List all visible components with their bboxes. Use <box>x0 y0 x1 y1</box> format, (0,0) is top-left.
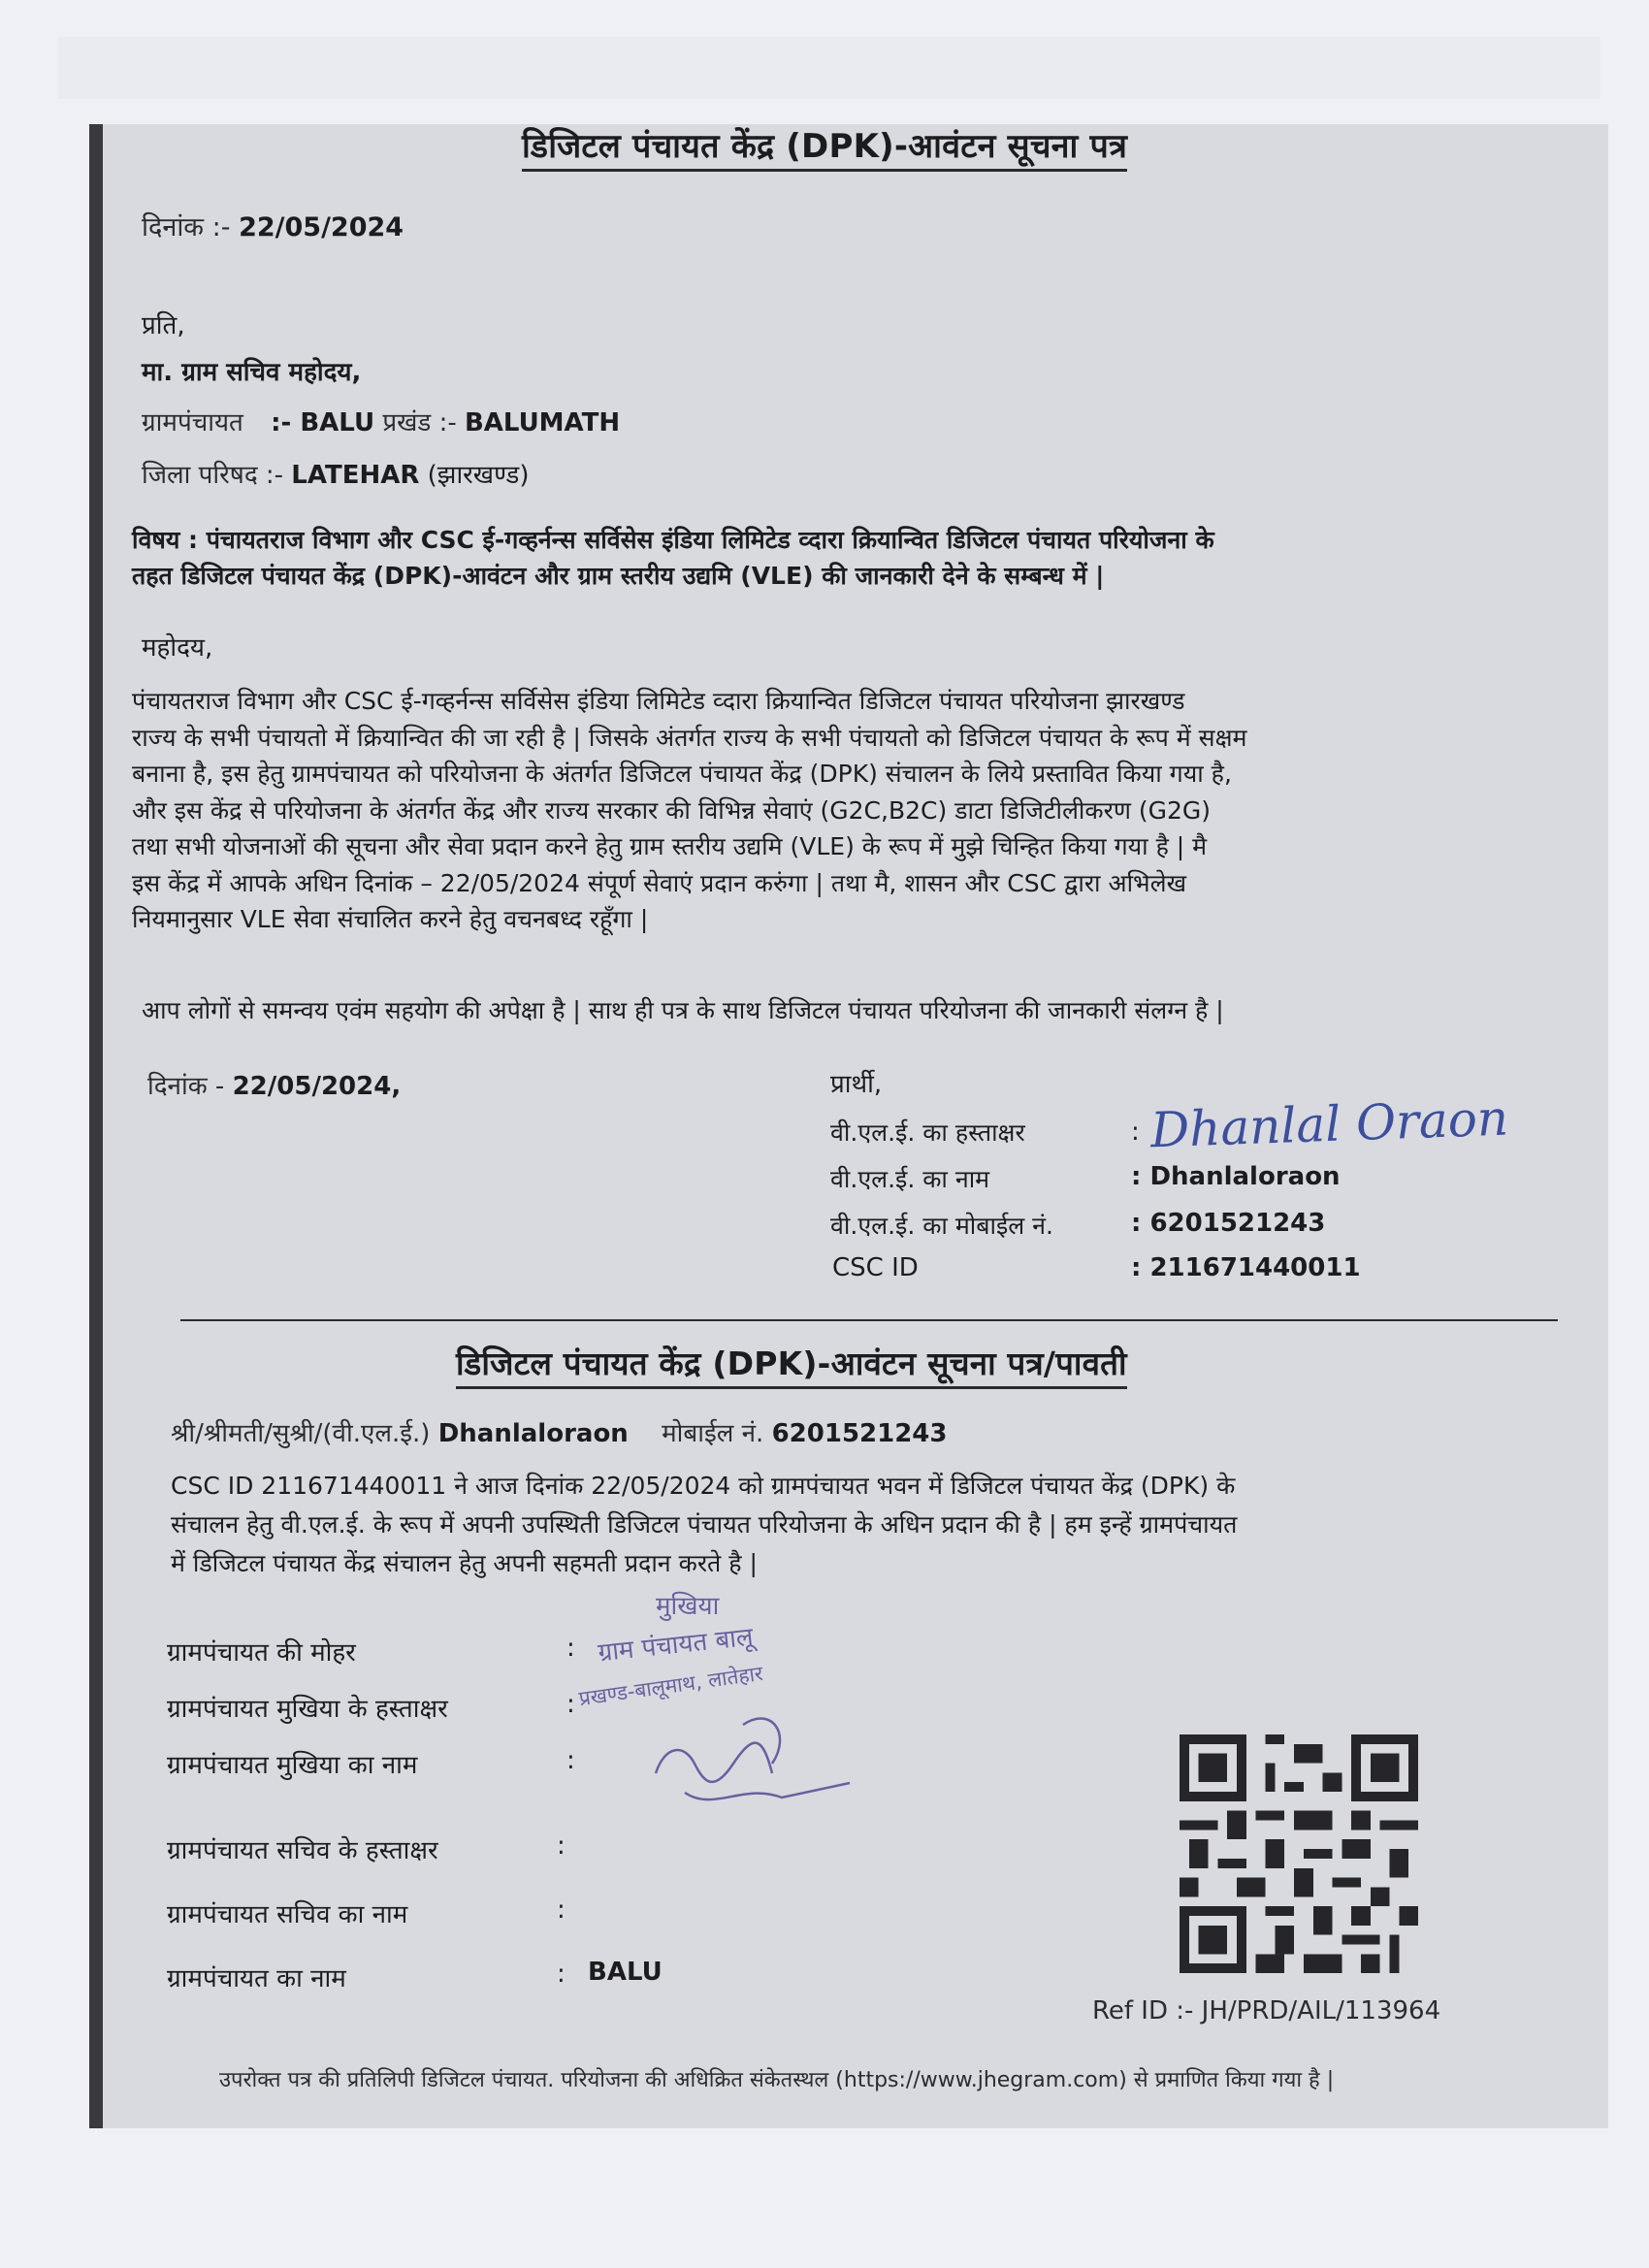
vle-signature: Dhanlal Oraon <box>1149 1089 1509 1159</box>
receipt-vle-line <box>171 1414 948 1449</box>
document-page <box>89 124 1608 2128</box>
date-value: 22/05/2024 <box>239 212 404 243</box>
row-label: ग्रामपंचायत सचिव का नाम <box>167 1900 408 1929</box>
row-colon: : <box>557 1831 566 1861</box>
vle-mobile-value: : 6201521243 <box>1131 1209 1326 1238</box>
receipt-vle-name: Dhanlaloraon <box>437 1419 629 1448</box>
date-line <box>142 208 404 243</box>
receipt-line: में डिजिटल पंचायत केंद्र संचालन हेतु अपनी सहमती प्रदान करते है | <box>171 1549 758 1577</box>
body-line: पंचायतराज विभाग और CSC ई-गव्हर्नन्स सर्विसेस इंडिया लिमिटेड व्दारा क्रियान्वित डिजिटल पंचायत परियोजना झारखण्ड <box>132 687 1185 715</box>
date-bottom-label: दिनांक - <box>147 1072 225 1101</box>
row-label: ग्रामपंचायत की मोहर <box>167 1638 356 1668</box>
footer-note: उपरोक्त पत्र की प्रतिलिपी डिजिटल पंचायत. परियोजना की अधिक्रित संकेतस्थल (https://www.jhegram.com) से प्रमाणित किया गया है | <box>219 2068 1335 2092</box>
receipt-prefix: श्री/श्रीमती/सुश्री/(वी.एल.ई.) <box>171 1419 431 1448</box>
vle-signature-label: वी.एल.ई. का हस्ताक्षर <box>830 1118 1025 1147</box>
vle-name-value: : Dhanlaloraon <box>1131 1162 1341 1191</box>
row-colon: : <box>566 1634 575 1663</box>
block-label: प्रखंड :- <box>382 408 457 437</box>
addressee-salutation: मा. ग्राम सचिव महोदय, <box>142 358 362 387</box>
row-colon: : <box>566 1746 575 1775</box>
vle-signature-colon: : <box>1131 1118 1140 1147</box>
receipt-line: CSC ID 211671440011 ने आज दिनांक 22/05/2024 को ग्रामपंचायत भवन में डिजिटल पंचायत केंद्र (DPK) के <box>171 1472 1236 1500</box>
row-colon: : <box>557 1895 566 1925</box>
date-label: दिनांक :- <box>142 212 231 243</box>
stamp-line: मुखिया <box>656 1592 720 1621</box>
applicant-heading: प्रार्थी, <box>830 1070 883 1099</box>
row-colon: : <box>566 1690 575 1719</box>
page-title: डिजिटल पंचायत केंद्र (DPK)-आवंटन सूचना पत्र <box>522 122 1127 172</box>
gp-value: :- BALU <box>271 408 375 437</box>
row-label: ग्रामपंचायत मुखिया का नाम <box>167 1751 418 1780</box>
subject-line: तहत डिजिटल पंचायत केंद्र (DPK)-आवंटन और ग्राम स्तरीय उद्यमि (VLE) की जानकारी देने के सम्बन्ध में | <box>132 562 1105 590</box>
subject <box>132 522 1214 594</box>
receipt-line: संचालन हेतु वी.एल.ई. के रूप में अपनी उपस्थिती डिजिटल पंचायत परियोजना के अधिन प्रदान की है | हम इन्हें ग्रामपंचायत <box>171 1510 1238 1539</box>
block-value: BALUMATH <box>464 408 621 437</box>
ref-id: Ref ID :- JH/PRD/AIL/113964 <box>1092 1996 1441 2025</box>
body-line: इस केंद्र में आपके अधिन दिनांक – 22/05/2024 संपूर्ण सेवाएं प्रदान करुंगा | तथा मै, शासन और CSC द्वारा अभिलेख <box>132 868 1187 897</box>
row-colon: : <box>557 1960 566 1989</box>
district-label: जिला परिषद :- <box>142 461 284 490</box>
body-line: और इस केंद्र से परियोजना के अंतर्गत केंद्र और राज्य सरकार की विभिन्न सेवाएं (G2C,B2C) डाटा डिजिटीलीकरण (G2G) <box>132 795 1212 825</box>
stamp-line: ग्राम पंचायत बालू <box>597 1622 755 1669</box>
body-line: बनाना है, इस हेतु ग्रामपंचायत को परियोजना के अंतर्गत डिजिटल पंचायत केंद्र (DPK) संचालन के लिये प्रस्तावित किया गया है, <box>132 760 1232 788</box>
request-line: आप लोगों से समन्वय एवंम सहयोग की अपेक्षा है | साथ ही पत्र के साथ डिजिटल पंचायत परियोजना की जानकारी संलग्न है | <box>142 996 1224 1024</box>
row-label: ग्रामपंचायत मुखिया के हस्ताक्षर <box>167 1695 448 1724</box>
addressee-prati: प्रति, <box>142 311 185 340</box>
body-line: नियमानुसार VLE सेवा संचालित करने हेतु वचनबध्द रहूँगा | <box>132 905 649 933</box>
date-bottom <box>147 1067 401 1102</box>
qr-code <box>1180 1734 1418 1973</box>
vle-mobile-label: वी.एल.ई. का मोबाईल नं. <box>830 1212 1054 1240</box>
csc-id-label: CSC ID <box>832 1253 919 1282</box>
stamp-line: प्रखण्ड-बालूमाथ, लातेहार <box>577 1661 764 1711</box>
row-label: ग्रामपंचायत सचिव के हस्ताक्षर <box>167 1836 438 1865</box>
gp-label: ग्रामपंचायत <box>142 408 243 437</box>
body-paragraph <box>132 683 1246 938</box>
district-line <box>142 456 529 491</box>
receipt-paragraph <box>171 1467 1237 1583</box>
gram-panchayat-line <box>142 404 620 438</box>
body-line: राज्य के सभी पंचायतो में क्रियान्वित की जा रही है | जिसके अंतर्गत राज्य के सभी पंचायतो को डिजिटल पंचायत के रूप में सक्षम <box>132 723 1247 752</box>
mukhiya-signature-mark <box>627 1705 859 1831</box>
receipt-mobile-label: मोबाईल नं. <box>662 1419 764 1448</box>
vle-name-label: वी.एल.ई. का नाम <box>830 1165 990 1193</box>
date-bottom-value: 22/05/2024, <box>232 1072 402 1101</box>
gram-panchayat-name: BALU <box>588 1958 663 1987</box>
subject-line: विषय : पंचायतराज विभाग और CSC ई-गव्हर्नन्स सर्विसेस इंडिया लिमिटेड व्दारा क्रियान्वित डिजिटल पंचायत परियोजना के <box>132 526 1214 554</box>
greeting: महोदय, <box>142 633 213 663</box>
receipt-title: डिजिटल पंचायत केंद्र (DPK)-आवंटन सूचना पत्र/पावती <box>456 1341 1127 1389</box>
row-label: ग्रामपंचायत का नाम <box>167 1964 346 1993</box>
state-name: (झारखण्ड) <box>427 461 530 490</box>
csc-id-value: : 211671440011 <box>1131 1253 1361 1282</box>
district-value: LATEHAR <box>291 461 420 490</box>
receipt-mobile-value: 6201521243 <box>771 1419 948 1448</box>
section-divider <box>180 1319 1558 1321</box>
scan-margin <box>58 37 1600 99</box>
body-line: तथा सभी योजनाओं की सूचना और सेवा प्रदान करने हेतु ग्राम स्तरीय उद्यमि (VLE) के रूप में मुझे चिन्हित किया गया है | मै <box>132 832 1208 860</box>
